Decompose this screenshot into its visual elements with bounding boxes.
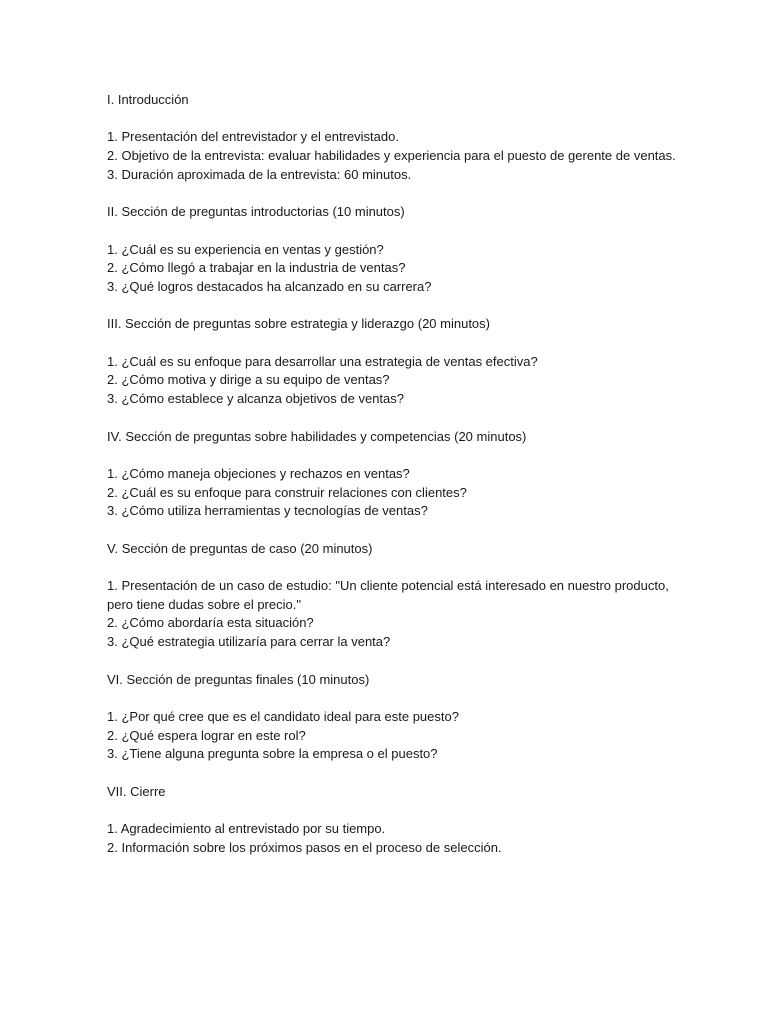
list-item: 3. ¿Tiene alguna pregunta sobre la empresa o el puesto? [107,746,438,762]
list-item: 2. ¿Cuál es su enfoque para construir relaciones con clientes? [107,484,467,500]
list-item: 2. ¿Cómo motiva y dirige a su equipo de ventas? [107,372,390,388]
list-item: 1. Agradecimiento al entrevistado por su tiempo. [107,821,386,837]
section-preguntas-finales [107,671,687,783]
list-item: 1. Presentación de un caso de estudio: "Un cliente potencial está interesado en nuestro producto, pero tiene dudas sobre el precio." [107,578,669,612]
section-heading: V. Sección de preguntas de caso (20 minutos) [107,540,373,556]
list-item: 1. Presentación del entrevistador y el entrevistado. [107,129,399,145]
list-item: 2. Información sobre los próximos pasos en el proceso de selección. [107,839,502,855]
section-heading: VI. Sección de preguntas finales (10 minutos) [107,671,370,687]
list-item: 2. ¿Cómo llegó a trabajar en la industria de ventas? [107,260,406,276]
list-item: 2. Objetivo de la entrevista: evaluar habilidades y experiencia para el puesto de gerente de ventas. [107,148,676,164]
list-item: 3. ¿Cómo establece y alcanza objetivos de ventas? [107,391,405,407]
section-cierre [107,783,687,858]
section-introduccion [107,91,687,203]
section-preguntas-introductorias [107,203,687,315]
document-body [107,91,687,858]
list-item: 2. ¿Qué espera lograr en este rol? [107,727,306,743]
section-heading: I. Introducción [107,92,189,107]
list-item: 3. ¿Qué logros destacados ha alcanzado en su carrera? [107,278,432,294]
section-habilidades-competencias [107,428,687,540]
list-item: 3. Duración aproximada de la entrevista: 60 minutos. [107,166,412,182]
section-heading: VII. Cierre [107,783,166,799]
section-heading: II. Sección de preguntas introductorias (10 minutos) [107,204,405,220]
list-item: 3. ¿Cómo utiliza herramientas y tecnologías de ventas? [107,503,428,519]
section-estrategia-liderazgo [107,315,687,427]
section-heading: III. Sección de preguntas sobre estrategia y liderazgo (20 minutos) [107,316,490,332]
section-heading: IV. Sección de preguntas sobre habilidades y competencias (20 minutos) [107,428,527,444]
list-item: 3. ¿Qué estrategia utilizaría para cerrar la venta? [107,634,391,650]
list-item: 1. ¿Por qué cree que es el candidato ideal para este puesto? [107,708,459,724]
section-preguntas-caso [107,540,687,671]
list-item: 2. ¿Cómo abordaría esta situación? [107,615,314,631]
list-item: 1. ¿Cuál es su enfoque para desarrollar una estrategia de ventas efectiva? [107,353,538,369]
list-item: 1. ¿Cómo maneja objeciones y rechazos en ventas? [107,465,410,481]
list-item: 1. ¿Cuál es su experiencia en ventas y gestión? [107,241,384,257]
